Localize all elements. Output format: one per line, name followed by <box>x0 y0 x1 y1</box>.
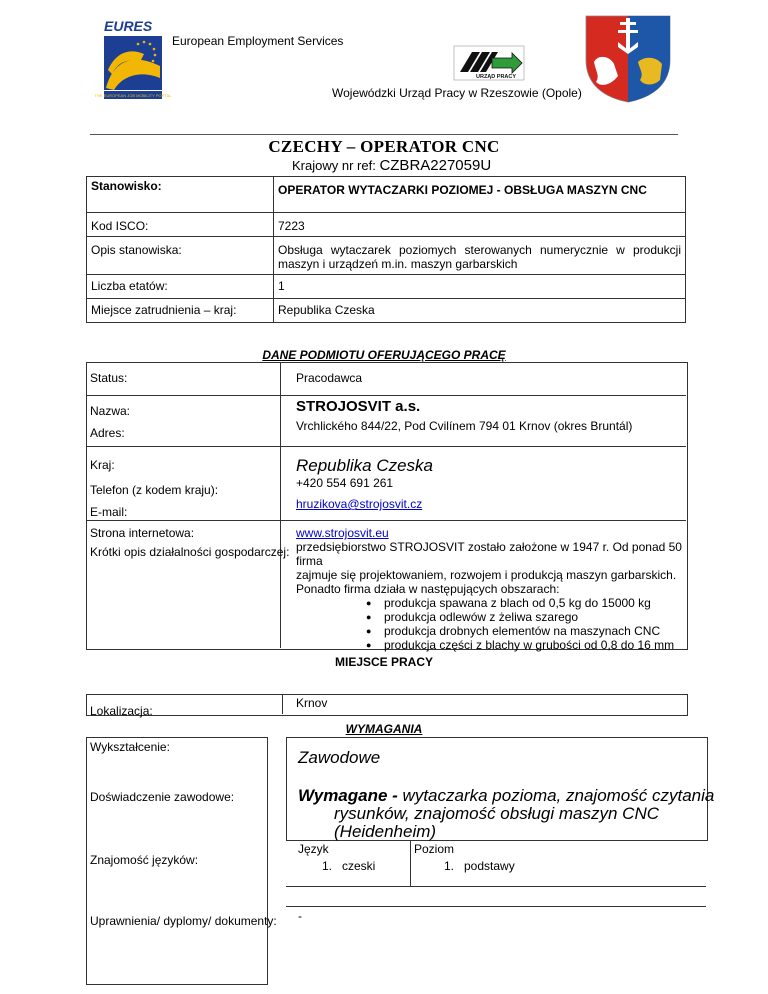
work-country-value: Republika Czeska <box>274 299 686 323</box>
language-table-divider <box>286 886 706 887</box>
education-label: Wykształcenie: <box>90 740 170 754</box>
eures-logo-text: EURES <box>104 18 153 34</box>
address-value: Vrchlického 844/22, Pod Cvilínem 794 01 Krnov (okres Bruntál) <box>296 419 633 433</box>
position-label: Stanowisko: <box>87 177 274 213</box>
description-label: Opis stanowiska: <box>87 237 274 275</box>
business-description-line: Ponadto firma działa w następujących obszarach: <box>296 582 560 596</box>
page-title: CZECHY – OPERATOR CNC <box>268 137 500 156</box>
documents-label: Uprawnienia/ dyplomy/ dokumenty: <box>90 914 277 928</box>
list-item: ● produkcja odlewów z żeliwa szarego <box>364 610 682 624</box>
description-value: Obsługa wytaczarek poziomych sterowanych numerycznie w produkcji maszyn i urządzeń m.in. maszyn garbarskich <box>274 237 686 275</box>
requirements-section-title: WYMAGANIA <box>345 722 423 736</box>
position-table <box>86 176 686 323</box>
employer-column-divider <box>280 362 281 648</box>
employer-section-title: DANE PODMIOTU OFERUJĄCEGO PRACĘ <box>262 348 506 362</box>
positions-count-value: 1 <box>274 275 686 299</box>
experience-required-flag: Wymagane - <box>298 786 398 805</box>
location-column-divider <box>282 694 283 714</box>
employer-row-divider <box>86 395 686 396</box>
employer-row-divider <box>86 446 686 447</box>
email-label: E-mail: <box>90 505 128 519</box>
org-top-label: European Employment Services <box>172 34 344 48</box>
phone-label: Telefon (z kodem kraju): <box>90 483 219 497</box>
website-link[interactable]: www.strojosvit.eu <box>296 526 389 540</box>
level-row-number: 1. <box>444 859 455 873</box>
position-value: OPERATOR WYTACZARKI POZIOMEJ - OBSŁUGA MASZYN CNC <box>274 177 686 213</box>
reference-line <box>292 157 491 174</box>
ref-label: Krajowy nr ref: <box>292 158 376 173</box>
level-column-header: Poziom <box>414 842 455 856</box>
business-description-label: Krótki opis działalności gospodarczej: <box>90 545 290 559</box>
region-crest <box>584 14 672 104</box>
table-row <box>87 213 686 237</box>
table-row <box>87 299 686 323</box>
table-row <box>87 275 686 299</box>
language-row-number: 1. <box>322 859 333 873</box>
experience-line: (Heidenheim) <box>334 822 437 841</box>
location-label: Lokalizacja: <box>90 704 153 718</box>
work-country-label: Miejsce zatrudnienia – kraj: <box>87 299 274 323</box>
ref-value: CZBRA227059U <box>379 157 492 174</box>
documents-value: - <box>298 909 302 923</box>
header-divider <box>90 134 678 135</box>
education-value: Zawodowe <box>298 748 381 767</box>
org-bottom-label: Wojewódzki Urząd Pracy w Rzeszowie (Opole) <box>332 86 582 100</box>
company-name-label: Nazwa: <box>90 404 131 418</box>
location-box <box>86 694 688 716</box>
country-label: Kraj: <box>90 458 115 472</box>
language-name: czeski <box>342 859 376 873</box>
business-description-line: przedsiębiorstwo STROJOSVIT zostało założone w 1947 r. Od ponad 50 firma <box>296 540 682 568</box>
table-row <box>87 177 686 213</box>
list-item: ● produkcja drobnych elementów na maszynach CNC <box>364 624 682 638</box>
address-label: Adres: <box>90 426 125 440</box>
eures-logo <box>94 18 172 104</box>
table-row <box>87 237 686 275</box>
isco-value: 7223 <box>274 213 686 237</box>
language-level: podstawy <box>464 859 515 873</box>
location-value: Krnov <box>296 696 328 710</box>
employer-row-divider <box>86 520 686 521</box>
experience-label: Doświadczenie zawodowe: <box>90 790 235 804</box>
eures-strip-text: THE EUROPEAN JOB MOBILITY PORTAL <box>94 93 172 98</box>
phone-value: +420 554 691 261 <box>296 476 394 490</box>
language-column-divider <box>410 840 411 886</box>
list-item: ● produkcja spawana z blach od 0,5 kg do 15000 kg <box>364 596 682 610</box>
website-label: Strona internetowa: <box>90 526 195 540</box>
email-link[interactable]: hruzikova@strojosvit.cz <box>296 497 423 511</box>
company-name-value: STROJOSVIT a.s. <box>296 398 421 415</box>
status-label: Status: <box>90 371 128 385</box>
language-column-header: Język <box>298 842 329 856</box>
experience-value <box>298 787 714 841</box>
business-areas-list <box>296 596 682 652</box>
business-description <box>296 540 682 652</box>
positions-count-label: Liczba etatów: <box>87 275 274 299</box>
isco-label: Kod ISCO: <box>87 213 274 237</box>
languages-label: Znajomość języków: <box>90 853 199 867</box>
language-table-divider <box>286 906 706 907</box>
urzad-pracy-logo <box>454 46 524 80</box>
experience-line: wytaczarka pozioma, znajomość czytania <box>397 786 715 805</box>
list-item: ● produkcja części z blachy w grubości od 0,8 do 16 mm <box>364 638 682 652</box>
business-description-line: zajmuje się projektowaniem, rozwojem i produkcją maszyn garbarskich. <box>296 568 677 582</box>
country-value: Republika Czeska <box>296 456 434 475</box>
experience-line: rysunków, znajomość obsługi maszyn CNC <box>334 804 660 823</box>
workplace-section-title: MIEJSCE PRACY <box>334 655 434 669</box>
status-value: Pracodawca <box>296 371 363 385</box>
urzad-pracy-logo-text: URZĄD PRACY <box>476 74 517 80</box>
